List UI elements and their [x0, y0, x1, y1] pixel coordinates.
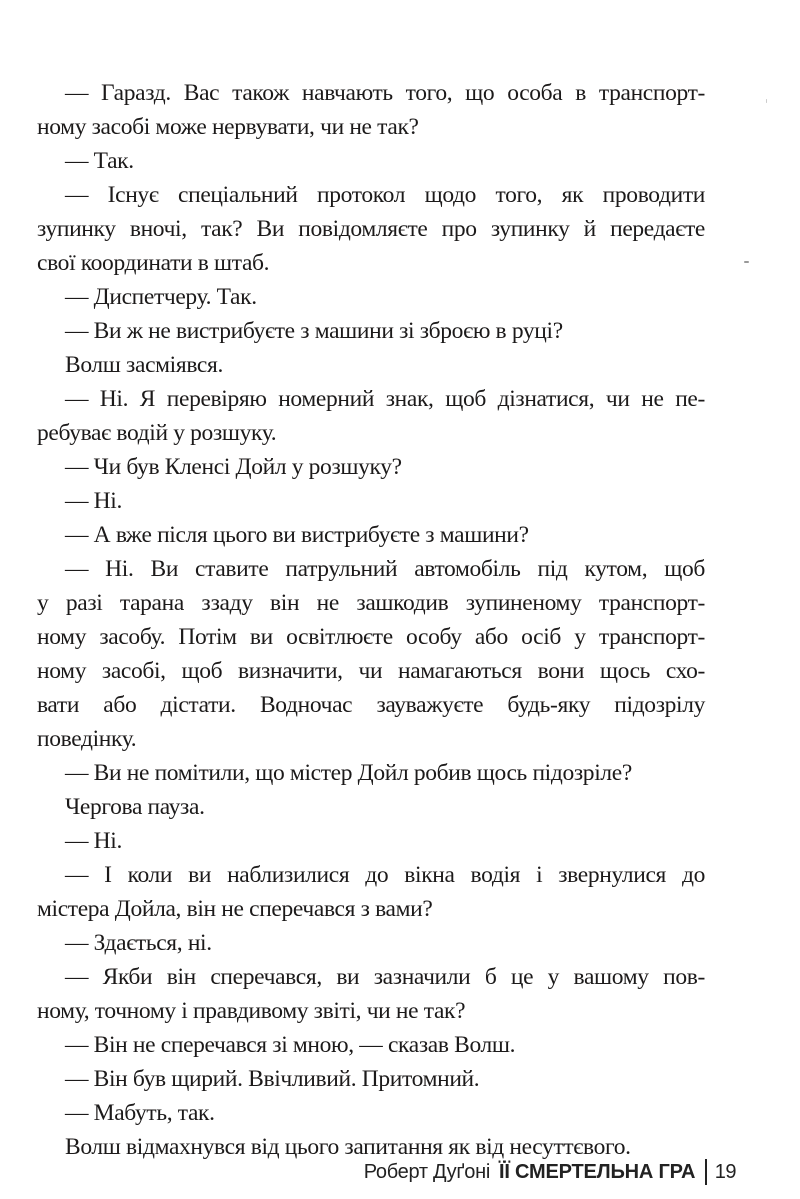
text-line: ному засобі, щоб визначити, чи намагаються вони щось схо-: [37, 658, 705, 684]
page-number: 19: [714, 1160, 736, 1183]
text-line: — Якби він сперечався, ви зазначили б це у вашому пов-: [65, 964, 705, 990]
text-line: ребуває водій у розшуку.: [37, 420, 277, 446]
text-line: містера Дойла, він не сперечався з вами?: [37, 896, 433, 922]
text-line: — Існує спеціальний протокол щодо того, як проводити: [65, 182, 705, 208]
footer-author: Роберт Дуґоні: [363, 1160, 491, 1183]
footer-book-title: ЇЇ СМЕРТЕЛЬНА ГРА: [499, 1160, 696, 1183]
text-line: — Диспетчеру. Так.: [65, 284, 257, 310]
text-line: — Мабуть, так.: [65, 1100, 215, 1126]
text-line: — Він був щирий. Ввічливий. Притомний.: [65, 1066, 480, 1092]
text-line: Чергова пауза.: [65, 794, 205, 820]
text-line: — Ви не помітили, що містер Дойл робив щось підозріле?: [65, 760, 632, 786]
scan-speck: [744, 261, 749, 263]
text-line: вати або дістати. Водночас зауважуєте будь-яку підозрілу: [37, 692, 705, 718]
text-line: — Ні.: [65, 488, 123, 514]
text-line: — Він не сперечався зі мною, — сказав Волш.: [65, 1032, 516, 1058]
running-footer: [364, 1159, 736, 1185]
scan-speck: [766, 99, 767, 103]
text-line: — Ви ж не вистрибуєте з машини зі зброєю в руці?: [65, 318, 563, 344]
text-line: — Ні. Я перевіряю номерний знак, щоб дізнатися, чи не пе-: [65, 386, 705, 412]
text-line: — А вже після цього ви вистрибуєте з машини?: [65, 522, 529, 548]
text-line: — Гаразд. Вас також навчають того, що особа в транспорт-: [65, 80, 705, 106]
text-line: Волш відмахнувся від цього запитання як від несуттєвого.: [65, 1134, 631, 1160]
text-line: — Ні. Ви ставите патрульний автомобіль під кутом, щоб: [65, 556, 705, 582]
text-line: — Чи був Кленсі Дойл у розшуку?: [65, 454, 402, 480]
page-body: [37, 76, 705, 1164]
text-line: Волш засміявся.: [65, 352, 223, 378]
text-line: — Так.: [65, 148, 134, 174]
text-line: — Здається, ні.: [65, 930, 212, 956]
footer-separator: [705, 1159, 707, 1185]
text-line: ному засобі може нервувати, чи не так?: [37, 114, 419, 140]
text-line: — І коли ви наблизилися до вікна водія і звернулися до: [65, 862, 705, 888]
text-line: ному засобу. Потім ви освітлюєте особу або осіб у транспорт-: [37, 624, 705, 650]
text-line: ному, точному і правдивому звіті, чи не так?: [37, 998, 466, 1024]
text-line: поведінку.: [37, 726, 137, 752]
text-line: у разі тарана ззаду він не зашкодив зупиненому транспорт-: [37, 590, 705, 616]
text-line: свої координати в штаб.: [37, 250, 270, 276]
text-line: зупинку вночі, так? Ви повідомляєте про зупинку й передаєте: [37, 216, 705, 242]
text-line: — Ні.: [65, 828, 123, 854]
